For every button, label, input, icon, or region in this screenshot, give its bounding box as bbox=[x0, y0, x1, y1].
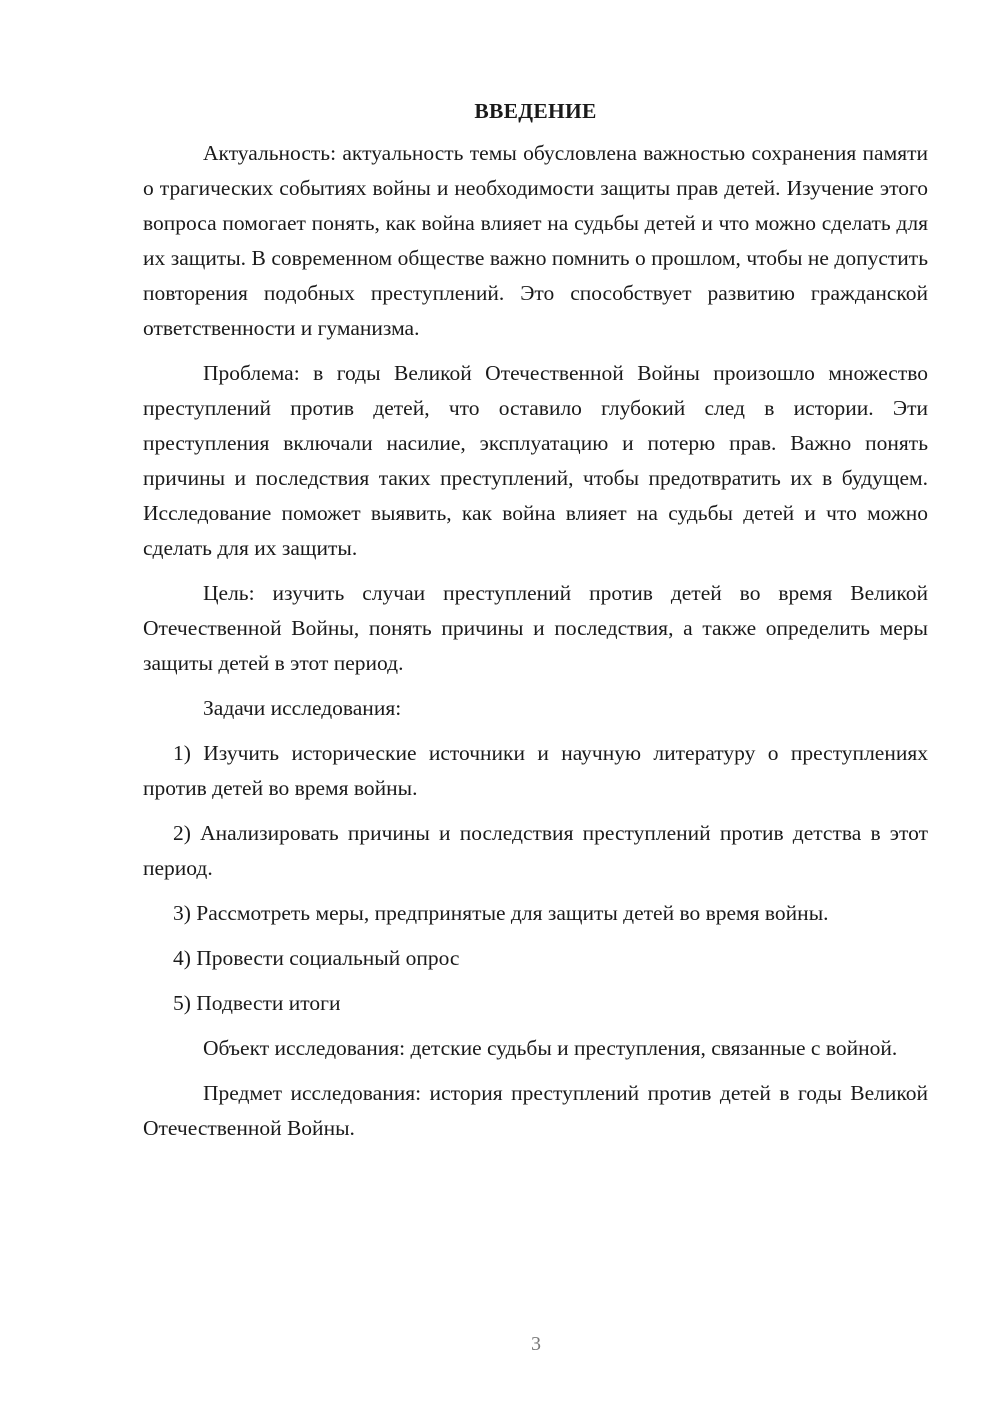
research-subject-paragraph: Предмет исследования: история преступлений против детей в годы Великой Отечественной Войны. bbox=[143, 1081, 928, 1140]
task-item-5: 5) Подвести итоги bbox=[173, 991, 341, 1015]
problem-paragraph: Проблема: в годы Великой Отечественной Войны произошло множество преступлений против детей, что оставило глубокий след в истории. Эти преступления включали насилие, эксплуатацию и потерю прав. Важно понять причины и последствия таких преступлений, чтобы предотвратить их в будущем. Исследование поможет выявить, как война влияет на судьбы детей и что можно сделать для их защиты. bbox=[143, 361, 928, 560]
tasks-heading: Задачи исследования: bbox=[203, 696, 402, 720]
task-item-2: 2) Анализировать причины и последствия преступлений против детства в этот период. bbox=[143, 821, 928, 880]
task-item-3: 3) Рассмотреть меры, предпринятые для защиты детей во время войны. bbox=[173, 901, 829, 925]
goal-paragraph: Цель: изучить случаи преступлений против детей во время Великой Отечественной Войны, понять причины и последствия, а также определить меры защиты детей в этот период. bbox=[143, 581, 928, 675]
research-object-paragraph: Объект исследования: детские судьбы и преступления, связанные с войной. bbox=[203, 1036, 898, 1060]
page-number: 3 bbox=[531, 1333, 541, 1355]
task-item-1: 1) Изучить исторические источники и научную литературу о преступлениях против детей во время войны. bbox=[143, 741, 928, 800]
page-content bbox=[143, 96, 928, 1156]
relevance-paragraph: Актуальность: актуальность темы обусловлена важностью сохранения памяти о трагических событиях войны и необходимости защиты прав детей. Изучение этого вопроса помогает понять, как война влияет на судьбы детей и что можно сделать для их защиты. В современном обществе важно помнить о прошлом, чтобы не допустить повторения подобных преступлений. Это способствует развитию гражданской ответственности и гуманизма. bbox=[143, 141, 928, 340]
task-item-4: 4) Провести социальный опрос bbox=[173, 946, 460, 970]
page-title: ВВЕДЕНИЕ bbox=[474, 99, 597, 123]
